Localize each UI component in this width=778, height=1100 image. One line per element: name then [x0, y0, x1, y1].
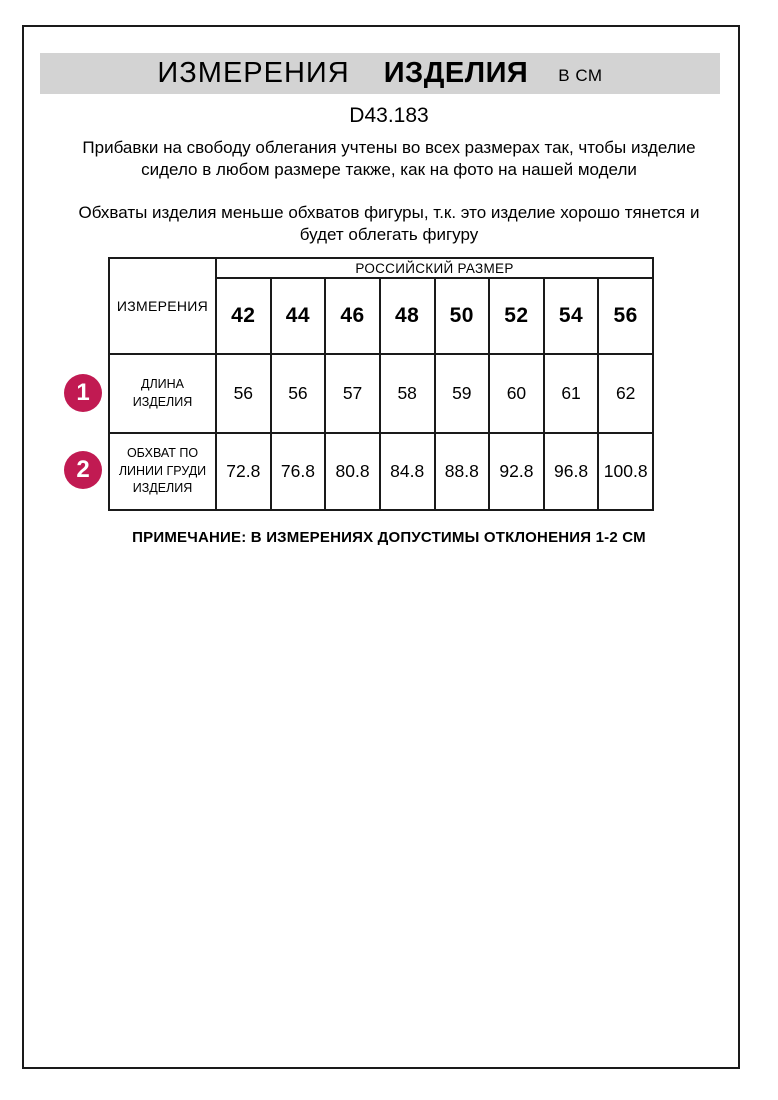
row-label-length: ДЛИНА ИЗДЕЛИЯ [109, 354, 216, 433]
size-column-header-48: 48 [380, 278, 435, 354]
size-column-header-50: 50 [435, 278, 490, 354]
table-cell: 100.8 [598, 433, 653, 510]
table-cell: 76.8 [271, 433, 326, 510]
table-cell: 62 [598, 354, 653, 433]
table-group-header: РОССИЙСКИЙ РАЗМЕР [216, 258, 653, 278]
table-cell: 96.8 [544, 433, 599, 510]
table-row-chest [109, 433, 653, 510]
tolerance-note: ПРИМЕЧАНИЕ: В ИЗМЕРЕНИЯХ ДОПУСТИМЫ ОТКЛОНЕНИЯ 1-2 СМ [132, 529, 646, 546]
table-cell: 57 [325, 354, 380, 433]
size-column-header-52: 52 [489, 278, 544, 354]
table-cell: 92.8 [489, 433, 544, 510]
row-number-badge-2: 2 [64, 451, 102, 489]
row-number-badge-1: 1 [64, 374, 102, 412]
intro-paragraph-2: Обхваты изделия меньше обхватов фигуры, т.к. это изделие хорошо тянется и будет облегать фигуру [78, 203, 700, 244]
size-column-header-46: 46 [325, 278, 380, 354]
size-column-header-56: 56 [598, 278, 653, 354]
table-cell: 59 [435, 354, 490, 433]
table-cell: 56 [271, 354, 326, 433]
table-cell: 61 [544, 354, 599, 433]
table-cell: 84.8 [380, 433, 435, 510]
table-cell: 80.8 [325, 433, 380, 510]
size-column-header-42: 42 [216, 278, 271, 354]
size-column-header-54: 54 [544, 278, 599, 354]
table-cell: 88.8 [435, 433, 490, 510]
intro-paragraph-1: Прибавки на свободу облегания учтены во всех размерах так, чтобы изделие сидело в любом размере также, как на фото на нашей модели [82, 138, 696, 179]
size-column-header-44: 44 [271, 278, 326, 354]
title-band [40, 53, 720, 94]
size-table [108, 257, 654, 511]
table-cell: 72.8 [216, 433, 271, 510]
table-group-header-row [109, 258, 653, 278]
page-border [22, 25, 740, 1069]
table-cell: 56 [216, 354, 271, 433]
table-cell: 58 [380, 354, 435, 433]
table-corner-header: ИЗМЕРЕНИЯ [109, 258, 216, 354]
product-code: D43.183 [349, 104, 429, 127]
row-label-chest: ОБХВАТ ПО ЛИНИИ ГРУДИ ИЗДЕЛИЯ [109, 433, 216, 510]
table-row-length [109, 354, 653, 433]
title-measurements: ИЗМЕРЕНИЯ [157, 57, 350, 89]
table-cell: 60 [489, 354, 544, 433]
title-units: В СМ [558, 65, 603, 85]
title-product: ИЗДЕЛИЯ [383, 57, 529, 89]
